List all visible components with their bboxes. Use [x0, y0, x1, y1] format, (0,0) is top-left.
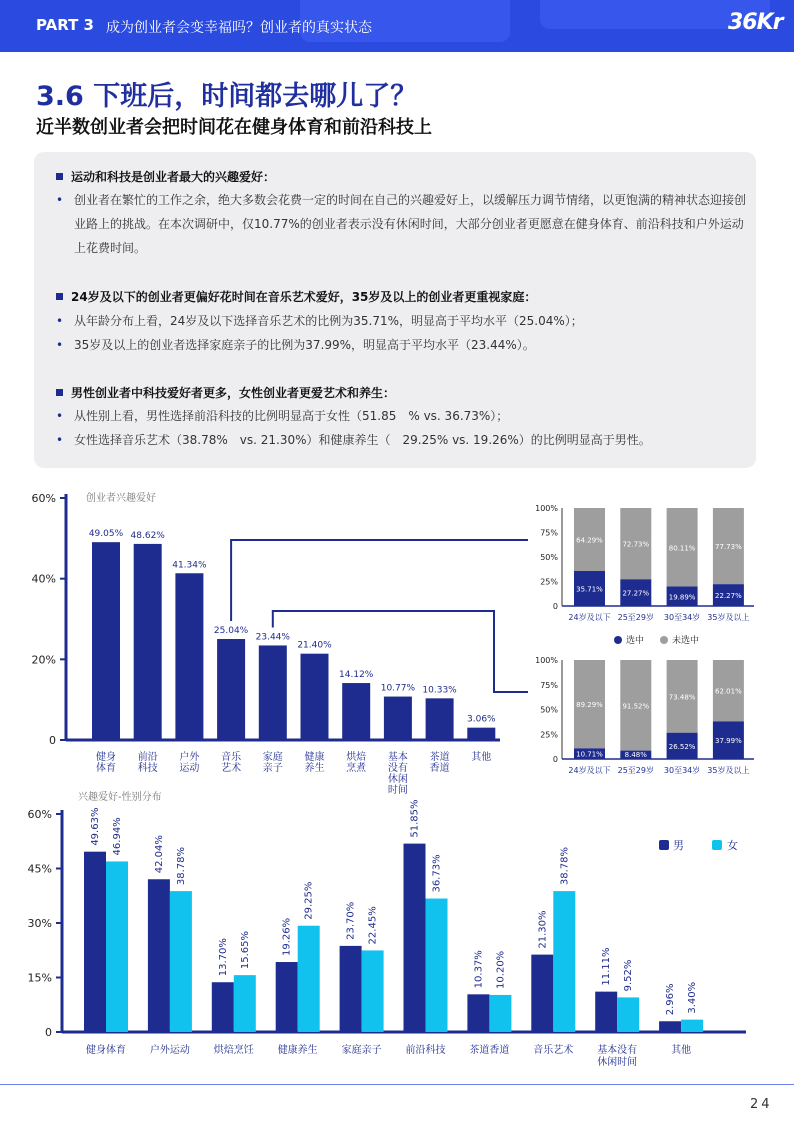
section-heading-text: 24岁及以下的创业者更偏好花时间在音乐艺术爱好，35岁及以上的创业者更重视家庭： [71, 290, 537, 304]
data-label: 19.89% [668, 593, 696, 602]
footer-divider [0, 1084, 794, 1085]
header-section-title: 成为创业者会变幸福吗？创业者的真实状态 [106, 20, 372, 36]
x-tick-label: 24岁及以下 [568, 766, 611, 775]
header-part-label: PART 3 [36, 16, 94, 34]
x-tick-label: 健身体育 [86, 1045, 126, 1056]
x-tick-label: 前沿科技 [405, 1045, 446, 1056]
data-label: 36.73% [431, 854, 443, 893]
data-label: 3.40% [687, 981, 699, 1014]
bar-female [617, 997, 639, 1032]
data-label: 38.78% [175, 846, 187, 886]
bullet-item: • 创业者在繁忙的工作之余，绝大多数会花费一定的时间在自己的兴趣爱好上，以缓解压力调节情绪，以更饱满的精神状态迎接创业路上的挑战。在本次调研中，仅10.77%的创业者表示没有休闲时间，大部分创业者更愿意在健身体育、前沿科技和户外运动上花费时间。 [56, 188, 746, 260]
brand-logo: 36Kr [728, 10, 783, 35]
data-label: 23.44% [255, 632, 290, 643]
x-tick-label: 基本没有休闲时间 [597, 1045, 638, 1068]
bar-female [362, 950, 384, 1032]
chart-title: 创业者兴趣爱好 [86, 493, 156, 504]
y-tick-label: 45% [27, 862, 52, 876]
y-tick-label: 0 [49, 734, 56, 747]
bar-female [170, 891, 192, 1032]
data-label: 51.85% [409, 799, 421, 838]
y-tick-label: 20% [31, 653, 56, 667]
data-label: 21.40% [297, 640, 332, 651]
bar-male [404, 844, 426, 1032]
x-tick-label: 户外运动 [179, 752, 200, 774]
data-label: 23.70% [345, 901, 357, 940]
data-label: 64.29% [576, 536, 603, 545]
bullet-item: • 35岁及以上的创业者选择家庭亲子的比例为37.99%，明显高于平均水平（23.44%）。 [56, 333, 746, 357]
x-tick-label: 30至34岁 [663, 613, 701, 622]
data-label: 89.29% [576, 701, 603, 710]
bar-female [234, 975, 256, 1032]
bullet-item: • 从性别上看，男性选择前沿科技的比例明显高于女性（51.85 % vs. 36.73%）； [56, 404, 746, 428]
data-label: 3.06% [467, 714, 496, 725]
y-tick-label: 100% [535, 656, 558, 665]
y-tick-label: 0 [552, 755, 558, 764]
data-label: 22.27% [715, 592, 742, 601]
x-tick-label: 烘焙烹饪 [213, 1045, 254, 1056]
x-tick-label: 健康养生 [277, 1045, 318, 1056]
data-label: 48.62% [130, 530, 165, 541]
x-tick-label: 健身体育 [96, 752, 116, 774]
data-label: 35.71% [576, 585, 603, 594]
data-label: 2.96% [665, 983, 677, 1016]
bar-male [531, 955, 553, 1032]
chart-title: 兴趣爱好-性别分布 [78, 792, 162, 803]
y-tick-label: 75% [540, 528, 558, 538]
data-label: 41.34% [172, 560, 207, 571]
x-tick-label: 家庭亲子 [341, 1045, 382, 1056]
section-heading-text: 运动和科技是创业者最大的兴趣爱好： [71, 170, 276, 184]
y-tick-label: 60% [27, 808, 52, 821]
y-tick-label: 0 [552, 602, 558, 611]
section-heading-text: 男性创业者中科技爱好者更多，女性创业者更爱艺术和养生： [71, 386, 396, 400]
data-label: 11.11% [601, 947, 613, 986]
y-tick-label: 30% [27, 917, 52, 930]
data-label: 25.04% [213, 626, 249, 637]
bar-male [467, 994, 489, 1032]
legend-label: 未选中 [672, 636, 700, 646]
bar-female [298, 926, 320, 1032]
y-tick-label: 15% [27, 971, 52, 985]
bar-female [426, 899, 448, 1032]
y-tick-label: 40% [31, 572, 56, 586]
x-tick-label: 前沿科技 [137, 752, 158, 774]
x-tick-label: 24岁及以下 [568, 613, 611, 622]
data-label: 77.73% [715, 543, 742, 552]
y-tick-label: 50% [540, 705, 558, 715]
x-tick-label: 茶道香道 [469, 1045, 510, 1056]
data-label: 46.94% [112, 817, 123, 856]
data-label: 37.99% [715, 737, 742, 746]
data-label: 14.12% [339, 670, 374, 681]
bar-male [659, 1021, 681, 1032]
data-label: 72.73% [622, 540, 650, 549]
data-label: 62.01% [715, 687, 742, 696]
data-label: 22.45% [367, 906, 379, 945]
legend-swatch-female [712, 840, 722, 850]
bar-female [489, 995, 511, 1032]
y-tick-label: 75% [540, 680, 558, 690]
legend-label: 女 [727, 839, 738, 852]
page-title: 3.6 下班后，时间都去哪儿了？ [36, 81, 418, 112]
data-label: 10.37% [473, 950, 485, 989]
x-tick-label: 25至29岁 [617, 766, 654, 775]
x-tick-label: 35岁及以上 [707, 766, 750, 775]
x-tick-label: 音乐艺术 [221, 752, 242, 774]
bullet-item: • 从年龄分布上看，24岁及以下选择音乐艺术的比例为35.71%，明显高于平均水平（25.04%）； [56, 309, 746, 333]
legend-label: 男 [673, 839, 684, 852]
y-tick-label: 0 [45, 1026, 52, 1039]
data-label: 8.48% [624, 751, 647, 759]
x-tick-label: 家庭亲子 [262, 752, 283, 774]
y-tick-label: 25% [540, 577, 558, 587]
bar-male [276, 962, 298, 1032]
data-label: 80.11% [668, 544, 696, 553]
bar-female [681, 1020, 703, 1032]
bar-male [84, 852, 106, 1032]
bullet-item: • 女性选择音乐艺术（38.78% vs. 21.30%）和健康养生（ 29.25% vs. 19.26%）的比例明显高于男性。 [56, 428, 746, 452]
data-label: 27.27% [622, 589, 650, 598]
data-label: 15.65% [239, 930, 251, 970]
data-label: 10.20% [495, 950, 507, 989]
data-label: 10.33% [422, 685, 457, 696]
data-label: 19.26% [281, 917, 293, 957]
bar-male [148, 879, 170, 1032]
data-label: 29.25% [303, 881, 315, 920]
legend-swatch-male [659, 840, 669, 850]
y-tick-label: 60% [31, 492, 56, 505]
y-tick-label: 25% [540, 730, 558, 740]
data-label: 10.71% [576, 750, 603, 759]
x-tick-label: 其他 [671, 1045, 692, 1056]
x-tick-label: 35岁及以上 [707, 613, 750, 622]
page-number: 24 [750, 1097, 773, 1112]
data-label: 38.78% [559, 846, 571, 886]
x-tick-label: 25至29岁 [617, 613, 654, 622]
data-label: 73.48% [668, 693, 696, 702]
x-tick-label: 30至34岁 [663, 766, 701, 775]
x-tick-label: 基本没有休闲时间 [387, 752, 408, 796]
x-tick-label: 音乐艺术 [533, 1045, 574, 1056]
data-label: 10.77% [380, 683, 416, 694]
y-tick-label: 100% [535, 504, 558, 513]
bar-female [106, 861, 128, 1032]
bar-male [212, 982, 234, 1032]
legend-label: 选中 [626, 636, 645, 646]
x-tick-label: 健康养生 [304, 752, 325, 774]
data-label: 49.05% [88, 529, 124, 540]
data-label: 9.52% [623, 959, 635, 992]
x-tick-label: 户外运动 [149, 1045, 190, 1056]
bar-male [340, 946, 362, 1032]
x-tick-label: 烘焙烹煮 [346, 752, 367, 774]
data-label: 13.70% [217, 938, 229, 977]
x-tick-label: 茶道香道 [429, 752, 450, 774]
data-label: 21.30% [537, 910, 549, 949]
data-label: 49.63% [90, 807, 101, 846]
data-label: 42.04% [153, 835, 165, 874]
y-tick-label: 50% [540, 553, 558, 562]
bar-female [553, 891, 575, 1032]
data-label: 26.52% [668, 742, 696, 751]
page-subtitle: 近半数创业者会把时间花在健身体育和前沿科技上 [36, 117, 432, 138]
bar-male [595, 992, 617, 1032]
data-label: 91.52% [622, 702, 650, 711]
x-tick-label: 其他 [471, 752, 492, 763]
